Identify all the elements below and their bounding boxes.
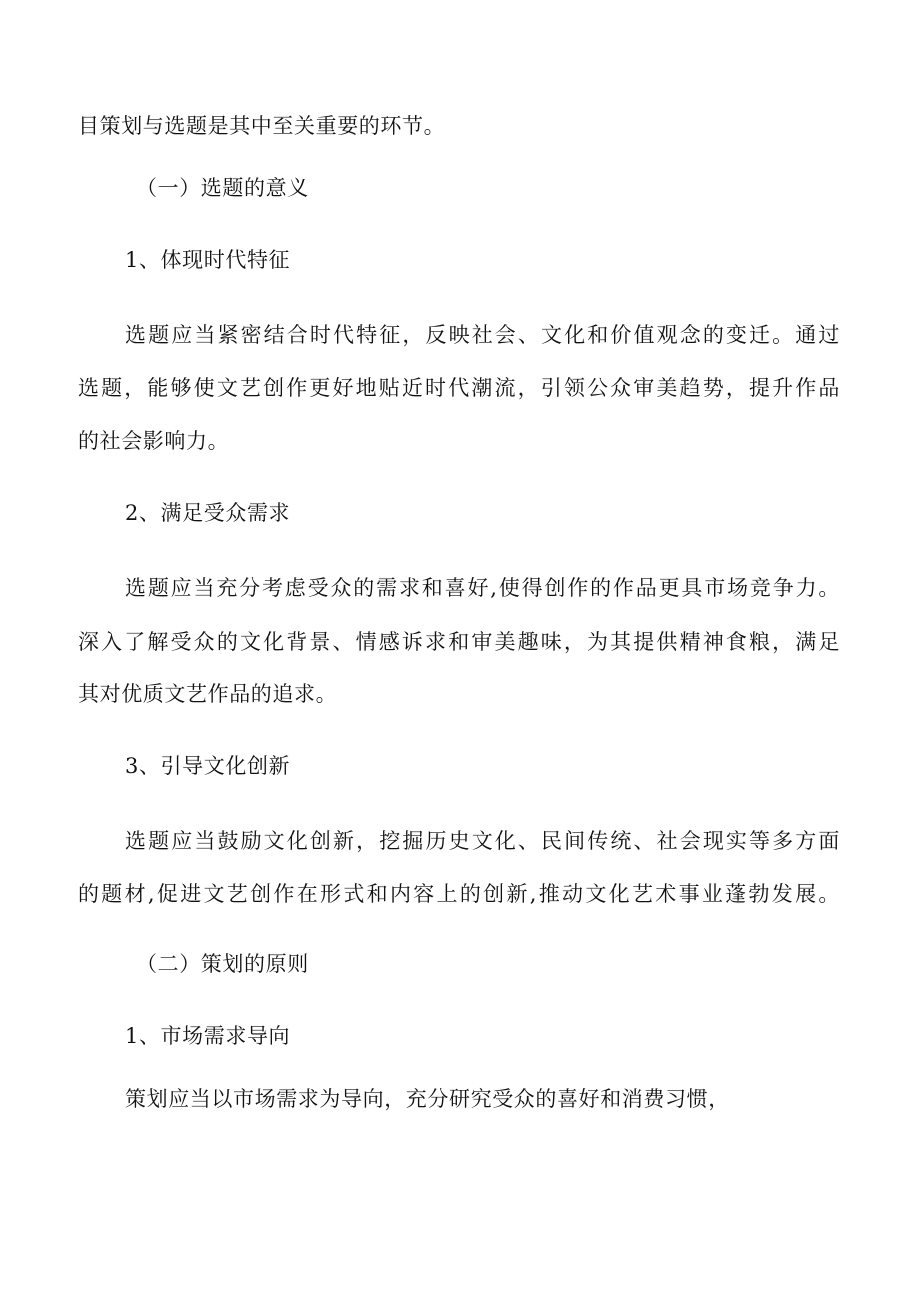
paragraph-line: 其对优质文艺作品的追求。 — [78, 682, 338, 706]
paragraph-line: 选题应当紧密结合时代特征，反映社会、文化和价值观念的变迁。通过 — [125, 323, 840, 347]
paragraph-line: 策划应当以市场需求为导向，充分研究受众的喜好和消费习惯， — [125, 1087, 730, 1111]
paragraph-line: 选题，能够使文艺创作更好地贴近时代潮流，引领公众审美趋势，提升作品 — [78, 376, 840, 400]
paragraph-line: 的题材,促进文艺创作在形式和内容上的创新,推动文化艺术事业蓬勃发展。 — [78, 882, 840, 906]
subsection-heading: 3、引导文化创新 — [125, 754, 291, 778]
section-heading: （一）选题的意义 — [136, 176, 309, 200]
paragraph-line: 目策划与选题是其中至关重要的环节。 — [78, 114, 446, 138]
paragraph-line: 的社会影响力。 — [78, 429, 230, 453]
paragraph-line: 选题应当充分考虑受众的需求和喜好,使得创作的作品更具市场竞争力。 — [125, 576, 840, 600]
subsection-heading: 1、体现时代特征 — [125, 248, 291, 272]
subsection-heading: 1、市场需求导向 — [125, 1024, 291, 1048]
paragraph-line: 深入了解受众的文化背景、情感诉求和审美趣味，为其提供精神食粮，满足 — [78, 630, 840, 654]
section-heading: （二）策划的原则 — [136, 952, 309, 976]
subsection-heading: 2、满足受众需求 — [125, 501, 291, 525]
paragraph-line: 选题应当鼓励文化创新，挖掘历史文化、民间传统、社会现实等多方面 — [125, 829, 840, 853]
